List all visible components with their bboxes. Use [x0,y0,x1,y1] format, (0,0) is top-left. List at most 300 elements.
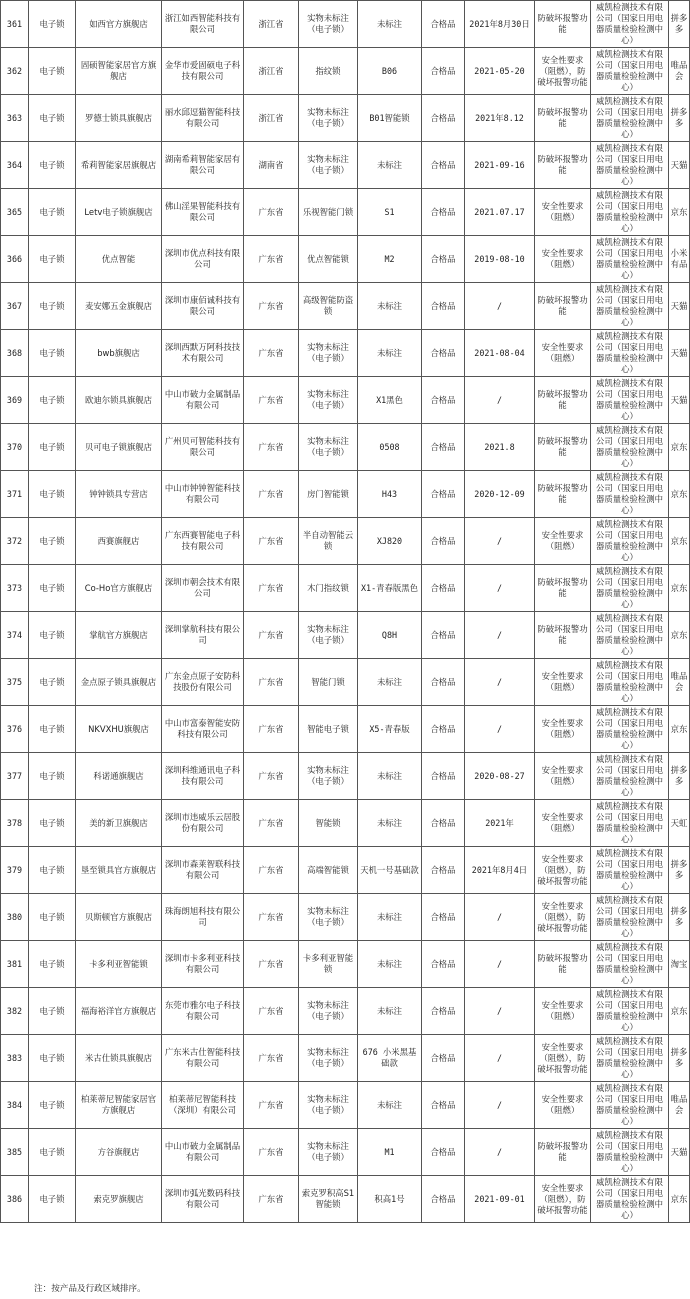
cell-testing-agency: 威凯检测技术有限公司（国家日用电器质量检验检测中心） [591,565,669,612]
cell-quality-grade: 合格品 [422,1129,465,1176]
cell-province: 广东省 [244,330,299,377]
cell-row-number: 367 [1,283,29,330]
cell-testing-agency: 威凯检测技术有限公司（国家日用电器质量检验检测中心） [591,142,669,189]
cell-production-date: / [465,1129,535,1176]
cell-model: 天机一号基础款 [358,847,422,894]
cell-platform: 京东 [669,471,690,518]
cell-store-name: 希莉智能家居旗舰店 [76,142,162,189]
cell-product-name: 电子锁 [29,283,76,330]
cell-testing-agency: 威凯检测技术有限公司（国家日用电器质量检验检测中心） [591,377,669,424]
cell-inspection-item: 安全性要求（阻燃），防破坏报警功能 [535,847,591,894]
cell-quality-grade: 合格品 [422,1082,465,1129]
cell-product-label: 高端智能锁 [299,847,358,894]
cell-store-name: 欧迪尔锁具旗舰店 [76,377,162,424]
cell-store-name: 罗德士锁具旗舰店 [76,95,162,142]
cell-store-name: 卡多利亚智能锁 [76,941,162,988]
cell-product-label: 实物未标注（电子锁） [299,95,358,142]
cell-quality-grade: 合格品 [422,377,465,424]
cell-manufacturer: 柏莱蒂尼智能科技（深圳）有限公司 [162,1082,244,1129]
cell-production-date: / [465,612,535,659]
cell-testing-agency: 威凯检测技术有限公司（国家日用电器质量检验检测中心） [591,471,669,518]
cell-model: X5-青春版 [358,706,422,753]
table-row [1,612,690,659]
cell-production-date: 2021.07.17 [465,189,535,236]
cell-product-name: 电子锁 [29,1035,76,1082]
table-row [1,1035,690,1082]
cell-product-name: 电子锁 [29,95,76,142]
cell-model: 积高1号 [358,1176,422,1223]
cell-model: 676 小米黑基础款 [358,1035,422,1082]
cell-quality-grade: 合格品 [422,189,465,236]
cell-manufacturer: 深圳市康佰诚科技有限公司 [162,283,244,330]
cell-platform: 拼多多 [669,753,690,800]
cell-platform: 京东 [669,1176,690,1223]
cell-inspection-item: 安全性要求（阻燃） [535,330,591,377]
cell-quality-grade: 合格品 [422,1176,465,1223]
cell-row-number: 385 [1,1129,29,1176]
cell-testing-agency: 威凯检测技术有限公司（国家日用电器质量检验检测中心） [591,236,669,283]
cell-model: 未标注 [358,894,422,941]
cell-row-number: 369 [1,377,29,424]
cell-testing-agency: 威凯检测技术有限公司（国家日用电器质量检验检测中心） [591,800,669,847]
cell-product-name: 电子锁 [29,612,76,659]
cell-platform: 拼多多 [669,95,690,142]
cell-platform: 拼多多 [669,847,690,894]
cell-platform: 小米有品 [669,236,690,283]
cell-manufacturer: 中山市富泰智能安防科技有限公司 [162,706,244,753]
cell-province: 广东省 [244,236,299,283]
cell-inspection-item: 安全性要求（阻燃），防破坏报警功能 [535,48,591,95]
cell-quality-grade: 合格品 [422,142,465,189]
cell-product-label: 乐视智能门锁 [299,189,358,236]
cell-production-date: / [465,988,535,1035]
cell-product-label: 半自动智能云锁 [299,518,358,565]
table-row [1,424,690,471]
cell-product-name: 电子锁 [29,565,76,612]
cell-province: 广东省 [244,753,299,800]
cell-manufacturer: 珠海朗旭科技有限公司 [162,894,244,941]
cell-product-name: 电子锁 [29,142,76,189]
cell-product-name: 电子锁 [29,424,76,471]
cell-production-date: / [465,659,535,706]
table-row [1,847,690,894]
cell-testing-agency: 威凯检测技术有限公司（国家日用电器质量检验检测中心） [591,95,669,142]
cell-model: 未标注 [358,1,422,48]
cell-production-date: 2020-08-27 [465,753,535,800]
cell-quality-grade: 合格品 [422,988,465,1035]
cell-testing-agency: 威凯检测技术有限公司（国家日用电器质量检验检测中心） [591,1129,669,1176]
cell-store-name: 索克罗旗舰店 [76,1176,162,1223]
cell-quality-grade: 合格品 [422,424,465,471]
cell-model: B06 [358,48,422,95]
cell-store-name: NKVXHU旗舰店 [76,706,162,753]
cell-product-name: 电子锁 [29,1,76,48]
table-row [1,894,690,941]
cell-testing-agency: 威凯检测技术有限公司（国家日用电器质量检验检测中心） [591,894,669,941]
cell-quality-grade: 合格品 [422,283,465,330]
cell-province: 广东省 [244,659,299,706]
cell-platform: 京东 [669,706,690,753]
cell-row-number: 380 [1,894,29,941]
cell-row-number: 363 [1,95,29,142]
cell-production-date: 2021-09-16 [465,142,535,189]
cell-manufacturer: 深圳市朝会技术有限公司 [162,565,244,612]
cell-platform: 天猫 [669,330,690,377]
cell-model: M2 [358,236,422,283]
cell-product-name: 电子锁 [29,189,76,236]
cell-testing-agency: 威凯检测技术有限公司（国家日用电器质量检验检测中心） [591,518,669,565]
cell-platform: 京东 [669,612,690,659]
cell-quality-grade: 合格品 [422,612,465,659]
cell-model: 未标注 [358,283,422,330]
cell-inspection-item: 防破坏报警功能 [535,95,591,142]
cell-inspection-item: 安全性要求（阻燃） [535,706,591,753]
cell-platform: 拼多多 [669,1035,690,1082]
cell-row-number: 371 [1,471,29,518]
cell-province: 湖南省 [244,142,299,189]
table-row [1,659,690,706]
cell-model: 未标注 [358,142,422,189]
cell-store-name: 金点原子锁具旗舰店 [76,659,162,706]
cell-store-name: 贝斯顿官方旗舰店 [76,894,162,941]
cell-quality-grade: 合格品 [422,518,465,565]
cell-inspection-item: 安全性要求（阻燃） [535,753,591,800]
cell-row-number: 366 [1,236,29,283]
cell-product-label: 实物未标注（电子锁） [299,330,358,377]
cell-quality-grade: 合格品 [422,48,465,95]
cell-quality-grade: 合格品 [422,847,465,894]
cell-model: H43 [358,471,422,518]
cell-inspection-item: 防破坏报警功能 [535,283,591,330]
cell-platform: 唯品会 [669,659,690,706]
cell-province: 广东省 [244,1129,299,1176]
cell-store-name: 米古仕锁具旗舰店 [76,1035,162,1082]
cell-manufacturer: 东莞市雅尔电子科技有限公司 [162,988,244,1035]
cell-manufacturer: 广东金点原子安防科技股份有限公司 [162,659,244,706]
cell-manufacturer: 深圳市卡多利亚科技有限公司 [162,941,244,988]
cell-model: Q8H [358,612,422,659]
cell-production-date: / [465,518,535,565]
cell-production-date: 2021-09-01 [465,1176,535,1223]
cell-province: 广东省 [244,941,299,988]
cell-manufacturer: 中山市破力金属制品有限公司 [162,1129,244,1176]
cell-quality-grade: 合格品 [422,1035,465,1082]
cell-model: 未标注 [358,1082,422,1129]
cell-store-name: 福海裕洋官方旗舰店 [76,988,162,1035]
cell-quality-grade: 合格品 [422,1,465,48]
cell-quality-grade: 合格品 [422,471,465,518]
cell-model: 0508 [358,424,422,471]
cell-testing-agency: 威凯检测技术有限公司（国家日用电器质量检验检测中心） [591,847,669,894]
cell-row-number: 383 [1,1035,29,1082]
table-row [1,518,690,565]
cell-inspection-item: 防破坏报警功能 [535,1,591,48]
cell-province: 浙江省 [244,48,299,95]
cell-row-number: 374 [1,612,29,659]
cell-province: 浙江省 [244,95,299,142]
table-row [1,142,690,189]
cell-inspection-item: 防破坏报警功能 [535,941,591,988]
cell-testing-agency: 威凯检测技术有限公司（国家日用电器质量检验检测中心） [591,48,669,95]
cell-manufacturer: 中山市钟钟智能科技有限公司 [162,471,244,518]
cell-product-name: 电子锁 [29,706,76,753]
footnote: 注：按产品及行政区域排序。 [34,1284,146,1294]
cell-production-date: 2021年8.12 [465,95,535,142]
cell-store-name: 麦安娜五金旗舰店 [76,283,162,330]
cell-platform: 京东 [669,518,690,565]
cell-quality-grade: 合格品 [422,800,465,847]
cell-product-label: 智能门锁 [299,659,358,706]
cell-platform: 京东 [669,565,690,612]
cell-testing-agency: 威凯检测技术有限公司（国家日用电器质量检验检测中心） [591,753,669,800]
cell-quality-grade: 合格品 [422,706,465,753]
cell-production-date: 2020-12-09 [465,471,535,518]
cell-store-name: Co-Ho官方旗舰店 [76,565,162,612]
cell-province: 广东省 [244,800,299,847]
cell-production-date: / [465,283,535,330]
cell-province: 广东省 [244,377,299,424]
cell-testing-agency: 威凯检测技术有限公司（国家日用电器质量检验检测中心） [591,189,669,236]
cell-product-name: 电子锁 [29,847,76,894]
cell-inspection-item: 安全性要求（阻燃） [535,988,591,1035]
cell-store-name: Letv电子锁旗舰店 [76,189,162,236]
cell-testing-agency: 威凯检测技术有限公司（国家日用电器质量检验检测中心） [591,1176,669,1223]
cell-inspection-item: 防破坏报警功能 [535,565,591,612]
cell-inspection-item: 防破坏报警功能 [535,471,591,518]
cell-production-date: 2019-08-10 [465,236,535,283]
table-row [1,377,690,424]
cell-province: 广东省 [244,424,299,471]
cell-product-label: 实物未标注（电子锁） [299,377,358,424]
cell-manufacturer: 深圳西默万阿科技技术有限公司 [162,330,244,377]
cell-testing-agency: 威凯检测技术有限公司（国家日用电器质量检验检测中心） [591,1082,669,1129]
cell-production-date: 2021-05-20 [465,48,535,95]
cell-product-label: 智能电子锁 [299,706,358,753]
cell-store-name: 固硕智能家居官方旗舰店 [76,48,162,95]
cell-production-date: 2021年8月30日 [465,1,535,48]
cell-row-number: 379 [1,847,29,894]
cell-model: 未标注 [358,800,422,847]
cell-store-name: 钟钟锁具专营店 [76,471,162,518]
cell-platform: 拼多多 [669,894,690,941]
cell-model: 未标注 [358,941,422,988]
cell-inspection-item: 防破坏报警功能 [535,1129,591,1176]
cell-province: 广东省 [244,894,299,941]
cell-province: 浙江省 [244,1,299,48]
cell-row-number: 364 [1,142,29,189]
cell-row-number: 384 [1,1082,29,1129]
cell-production-date: 2021年8月4日 [465,847,535,894]
cell-model: M1 [358,1129,422,1176]
cell-testing-agency: 威凯检测技术有限公司（国家日用电器质量检验检测中心） [591,1,669,48]
cell-product-label: 实物未标注（电子锁） [299,1035,358,1082]
cell-store-name: 方谷旗舰店 [76,1129,162,1176]
cell-row-number: 373 [1,565,29,612]
cell-quality-grade: 合格品 [422,95,465,142]
cell-row-number: 382 [1,988,29,1035]
cell-province: 广东省 [244,1082,299,1129]
cell-product-name: 电子锁 [29,518,76,565]
cell-store-name: 美的新卫旗舰店 [76,800,162,847]
cell-product-name: 电子锁 [29,471,76,518]
cell-product-label: 实物未标注（电子锁） [299,1129,358,1176]
cell-platform: 淘宝 [669,941,690,988]
cell-testing-agency: 威凯检测技术有限公司（国家日用电器质量检验检测中心） [591,424,669,471]
cell-manufacturer: 深圳市森莱智联科技有限公司 [162,847,244,894]
cell-product-name: 电子锁 [29,48,76,95]
cell-store-name: 贝可电子锁旗舰店 [76,424,162,471]
cell-province: 广东省 [244,471,299,518]
cell-province: 广东省 [244,612,299,659]
table-body [1,1,690,1223]
cell-inspection-item: 安全性要求（阻燃），防破坏报警功能 [535,894,591,941]
table-row [1,95,690,142]
cell-store-name: 优点智能 [76,236,162,283]
cell-inspection-item: 防破坏报警功能 [535,142,591,189]
table-row [1,565,690,612]
cell-inspection-item: 安全性要求（阻燃） [535,236,591,283]
cell-platform: 唯品会 [669,1082,690,1129]
cell-province: 广东省 [244,189,299,236]
cell-manufacturer: 中山市破力金属制品有限公司 [162,377,244,424]
cell-province: 广东省 [244,518,299,565]
cell-store-name: 掌航官方旗舰店 [76,612,162,659]
cell-model: S1 [358,189,422,236]
table-row [1,330,690,377]
cell-manufacturer: 深圳市优点科技有限公司 [162,236,244,283]
cell-testing-agency: 威凯检测技术有限公司（国家日用电器质量检验检测中心） [591,659,669,706]
cell-model: 未标注 [358,659,422,706]
table-row [1,48,690,95]
table-row [1,189,690,236]
cell-product-label: 实物未标注（电子锁） [299,424,358,471]
cell-quality-grade: 合格品 [422,330,465,377]
cell-inspection-item: 安全性要求（阻燃），防破坏报警功能 [535,1176,591,1223]
cell-row-number: 372 [1,518,29,565]
cell-product-label: 实物未标注（电子锁） [299,753,358,800]
cell-inspection-item: 安全性要求（阻燃） [535,659,591,706]
cell-manufacturer: 深圳市弧光数码科技有限公司 [162,1176,244,1223]
cell-production-date: / [465,941,535,988]
cell-inspection-item: 防破坏报警功能 [535,424,591,471]
cell-manufacturer: 深圳市违威乐云居股份有限公司 [162,800,244,847]
cell-testing-agency: 威凯检测技术有限公司（国家日用电器质量检验检测中心） [591,1035,669,1082]
cell-platform: 京东 [669,424,690,471]
cell-product-name: 电子锁 [29,753,76,800]
cell-row-number: 375 [1,659,29,706]
cell-store-name: 如西官方旗舰店 [76,1,162,48]
cell-row-number: 361 [1,1,29,48]
cell-row-number: 378 [1,800,29,847]
cell-model: X1黑色 [358,377,422,424]
cell-platform: 天猫 [669,142,690,189]
table-row [1,706,690,753]
cell-manufacturer: 深圳科维通讯电子科技有限公司 [162,753,244,800]
table-row [1,1082,690,1129]
table-row [1,471,690,518]
cell-testing-agency: 威凯检测技术有限公司（国家日用电器质量检验检测中心） [591,941,669,988]
table-row [1,1129,690,1176]
cell-quality-grade: 合格品 [422,659,465,706]
cell-platform: 天猫 [669,1129,690,1176]
cell-production-date: / [465,1035,535,1082]
cell-store-name: 垦至锁具官方旗舰店 [76,847,162,894]
cell-inspection-item: 防破坏报警功能 [535,612,591,659]
cell-inspection-item: 安全性要求（阻燃） [535,800,591,847]
cell-manufacturer: 广东米古仕智能科技有限公司 [162,1035,244,1082]
table-row [1,941,690,988]
cell-quality-grade: 合格品 [422,894,465,941]
cell-manufacturer: 深圳掌航科技有限公司 [162,612,244,659]
cell-quality-grade: 合格品 [422,565,465,612]
cell-product-name: 电子锁 [29,330,76,377]
cell-product-label: 索克罗积高S1智能锁 [299,1176,358,1223]
cell-platform: 天猫 [669,377,690,424]
cell-product-name: 电子锁 [29,894,76,941]
cell-production-date: 2021-08-04 [465,330,535,377]
cell-quality-grade: 合格品 [422,236,465,283]
cell-model: 未标注 [358,988,422,1035]
cell-product-label: 实物未标注（电子锁） [299,1082,358,1129]
table-row [1,236,690,283]
cell-quality-grade: 合格品 [422,753,465,800]
cell-production-date: 2021.8 [465,424,535,471]
cell-model: 未标注 [358,330,422,377]
cell-product-label: 指纹锁 [299,48,358,95]
cell-manufacturer: 佛山淫果智能科技有限公司 [162,189,244,236]
cell-row-number: 368 [1,330,29,377]
cell-store-name: bwb旗舰店 [76,330,162,377]
cell-product-label: 木门指纹锁 [299,565,358,612]
table-row [1,1,690,48]
cell-inspection-item: 安全性要求（阻燃） [535,518,591,565]
cell-model: X1-青春版黑色 [358,565,422,612]
cell-manufacturer: 浙江如西智能科技有限公司 [162,1,244,48]
cell-manufacturer: 广东西赛智能电子科技有限公司 [162,518,244,565]
cell-product-name: 电子锁 [29,988,76,1035]
cell-row-number: 377 [1,753,29,800]
cell-product-name: 电子锁 [29,1082,76,1129]
cell-model: 未标注 [358,753,422,800]
cell-platform: 京东 [669,988,690,1035]
cell-inspection-item: 安全性要求（阻燃） [535,189,591,236]
cell-production-date: / [465,377,535,424]
cell-production-date: / [465,894,535,941]
cell-platform: 拼多多 [669,1,690,48]
cell-product-label: 实物未标注（电子锁） [299,988,358,1035]
cell-province: 广东省 [244,1176,299,1223]
cell-product-name: 电子锁 [29,800,76,847]
cell-product-name: 电子锁 [29,377,76,424]
cell-manufacturer: 广州贝可智能科技有限公司 [162,424,244,471]
cell-product-name: 电子锁 [29,659,76,706]
cell-model: XJ820 [358,518,422,565]
cell-manufacturer: 丽水邱逗猫智能科技有限公司 [162,95,244,142]
cell-product-name: 电子锁 [29,1129,76,1176]
cell-production-date: 2021年 [465,800,535,847]
table-row [1,283,690,330]
cell-province: 广东省 [244,988,299,1035]
cell-platform: 京东 [669,189,690,236]
cell-testing-agency: 威凯检测技术有限公司（国家日用电器质量检验检测中心） [591,330,669,377]
table-row [1,753,690,800]
cell-product-name: 电子锁 [29,236,76,283]
cell-product-label: 实物未标注（电子锁） [299,1,358,48]
table-row [1,1176,690,1223]
cell-production-date: / [465,565,535,612]
cell-testing-agency: 威凯检测技术有限公司（国家日用电器质量检验检测中心） [591,706,669,753]
cell-product-label: 智能锁 [299,800,358,847]
